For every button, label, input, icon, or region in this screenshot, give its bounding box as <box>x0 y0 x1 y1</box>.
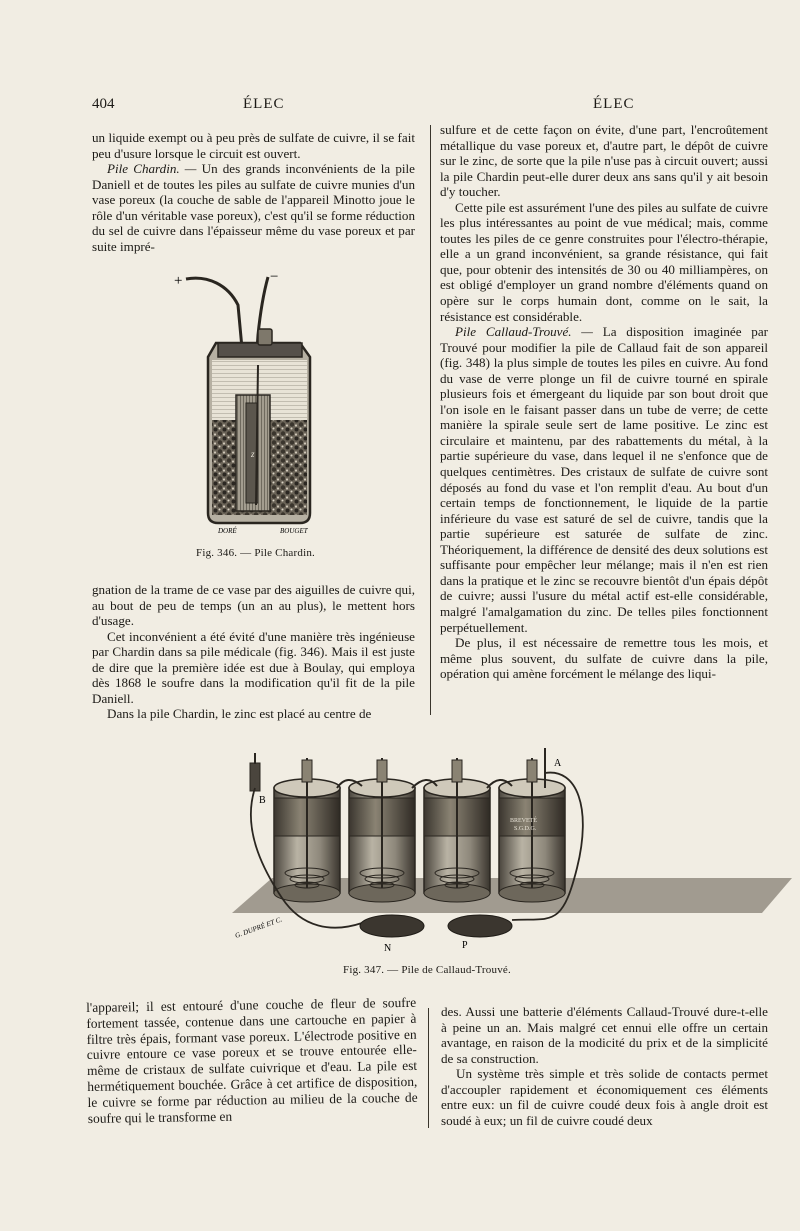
label-b: B <box>259 795 266 806</box>
zinc-label: z <box>251 449 255 459</box>
page-number: 404 <box>92 96 115 112</box>
terminal-post <box>527 760 537 782</box>
engraver-signature: BOUGET <box>280 527 308 535</box>
terminal-post <box>452 760 462 782</box>
minus-sign: − <box>270 269 279 285</box>
engraver-signature: DORÉ <box>218 527 237 535</box>
figure-346-pile-chardin <box>168 265 338 540</box>
running-title-right: ÉLEC <box>593 96 635 112</box>
column-rule-top <box>430 125 431 715</box>
paragraph: Cette pile est assurément l'une des piles au sulfate de cuivre les plus intéressantes au point de vue médical; mais, comme toutes les piles de ce genre construites pour l'électro-thérapie, elle a un grand inconvénient, sa grande résistance, qui fait que, pour obtenir des intensités de 30 ou 40 milliampères, on est obligé d'employer un grand nombre d'éléments quand on opère sur le corps humain dont, comme on le sait, la résistance est considérable. <box>440 199 768 324</box>
section-heading: Pile Callaud-Trouvé. — <box>455 324 593 340</box>
running-header <box>0 96 800 118</box>
left-column-top <box>92 130 415 254</box>
paragraph: gnation de la trame de ce vase par des aiguilles de cuivre qui, au bout de peu de temps (un an au plus), le mettent hors d'usage. <box>92 582 415 629</box>
electrode-pad-p <box>448 915 512 937</box>
paragraph: Cet inconvénient a été évité d'une manière très ingénieuse par Chardin dans sa pile médicale (fig. 346). Mais il est juste de dire que la première idée est due à Boulay, qui employa dès 1868 le soufre dans la modification qu'il fit de la pile Daniell. <box>92 628 415 706</box>
jar-label: S.G.D.G. <box>514 826 537 832</box>
terminal-post <box>250 763 260 791</box>
paragraph: Pile Chardin. — Un des grands inconvénients de la pile Daniell et de toutes les piles au sulfate de cuivre munies d'un vase poreux (la couche de sable de l'appareil Minotto joue le rôle d'un véritable vase poreux), c'est qu'il se forme réduction du sel de cuivre dans l'épaisseur même du vase poreux et par suite impré- <box>92 161 415 254</box>
paragraph: l'appareil; il est entouré d'une couche de fleur de soufre fortement tassée, contenue dans une cartouche en papier à filtre très épais, formant vase poreux. L'électrode positive en cuivre entoure ce vase poreux et se trouve entourée elle-même de cristaux de sulfate cuivrique et d'eau. La pile est hermétiquement bouchée. Grâce à cet artifice de disposition, le cuivre se forme par réduction au milieu de la couche de soufre qui le transforme en <box>86 994 418 1126</box>
figure-347-pile-callaud-trouve <box>232 748 792 958</box>
paragraph: De plus, il est nécessaire de remettre tous les mois, et même plus souvent, du sulfate de cuivre dans la pile, opération qui amène forcément le mélange des liqui- <box>440 635 768 682</box>
bottom-right-column <box>441 1004 768 1128</box>
figure-caption: Fig. 347. — Pile de Callaud-Trouvé. <box>343 964 511 976</box>
terminal-cap <box>258 329 272 345</box>
paragraph: sulfure et de cette façon on évite, d'une part, l'encroûtement métallique du vase poreux et, d'autre part, le dépôt de cuivre sur le zinc, de sorte que la pile n'use pas à circuit ouvert; aussi la pile Chardin peut-elle durer deux ans sans qu'il y ait besoin d'y toucher. <box>440 122 768 200</box>
bottom-left-column <box>86 995 418 1127</box>
terminal-post <box>302 760 312 782</box>
label-a: A <box>554 758 562 769</box>
label-p: P <box>462 940 468 951</box>
paragraph: Dans la pile Chardin, le zinc est placé au centre de <box>107 706 372 722</box>
left-column-bottom <box>92 582 415 722</box>
paragraph: un liquide exempt ou à peu près de sulfate de cuivre, il se fait peu d'usure lorsque le circuit est ouvert. <box>92 130 415 161</box>
engraver-signature: G. DUPRÉ ET C. <box>233 915 284 940</box>
right-column-top <box>440 122 768 682</box>
electrode-pad-n <box>360 915 424 937</box>
section-heading: Pile Chardin. — <box>107 161 197 177</box>
paragraph: Un système très simple et très solide de contacts permet d'accoupler rapidement et économiquement ces éléments entre eux: un fil de cuivre coudé deux fois à angle droit est soudé à eux; un fil de cuivre coudé deux <box>441 1066 768 1128</box>
running-title-left: ÉLEC <box>243 96 285 112</box>
jar-label: BREVETÉ <box>510 818 537 824</box>
paragraph: des. Aussi une batterie d'éléments Callaud-Trouvé dure-t-elle à peine un an. Mais malgré cet ennui elle offre un certain avantage, en raison de la modicité du prix et de la simplicité de sa construction. <box>441 1004 768 1066</box>
label-n: N <box>384 943 392 954</box>
terminal-post <box>377 760 387 782</box>
figure-caption: Fig. 346. — Pile Chardin. <box>196 547 315 559</box>
paragraph: Pile Callaud-Trouvé. — La disposition imaginée par Trouvé pour modifier la pile de Callaud fait de son appareil (fig. 348) la plus simple de toutes les piles en cuivre. Au fond du vase de verre plonge un fil de cuivre tourné en spirale plusieurs fois et émergeant du liquide par son bout droit que l'on isole en le faisant passer dans un tube de verre; de cette manière la spirale seule sert de lame positive. Le zinc est circulaire et maintenu, par des rabattements du métal, à la partie supérieure du vase, dans lequel il ne s'enfonce que de quelques centimètres. Des cristaux de sulfate de cuivre sont déposés au fond du vase et l'on remplit d'eau. Au bout d'un certain temps de fonctionnement, le liquide de la partie inférieure du vase est saturé de sel de cuivre, tandis que la partie supérieure est saturée de sulfate de zinc. Théoriquement, la différence de densité des deux solutions est suffisante pour empêcher leur mélange; mais il n'en est rien dans la pratique et le zinc se recouvre bientôt d'un épais dépôt de cuivre; aussi l'usure du métal actif est-elle considérable, malgré l'amalgamation du zinc. De telles piles fonctionnent perpétuellement. <box>440 324 768 635</box>
column-rule-bottom <box>428 1008 429 1128</box>
plus-sign: + <box>174 273 183 289</box>
